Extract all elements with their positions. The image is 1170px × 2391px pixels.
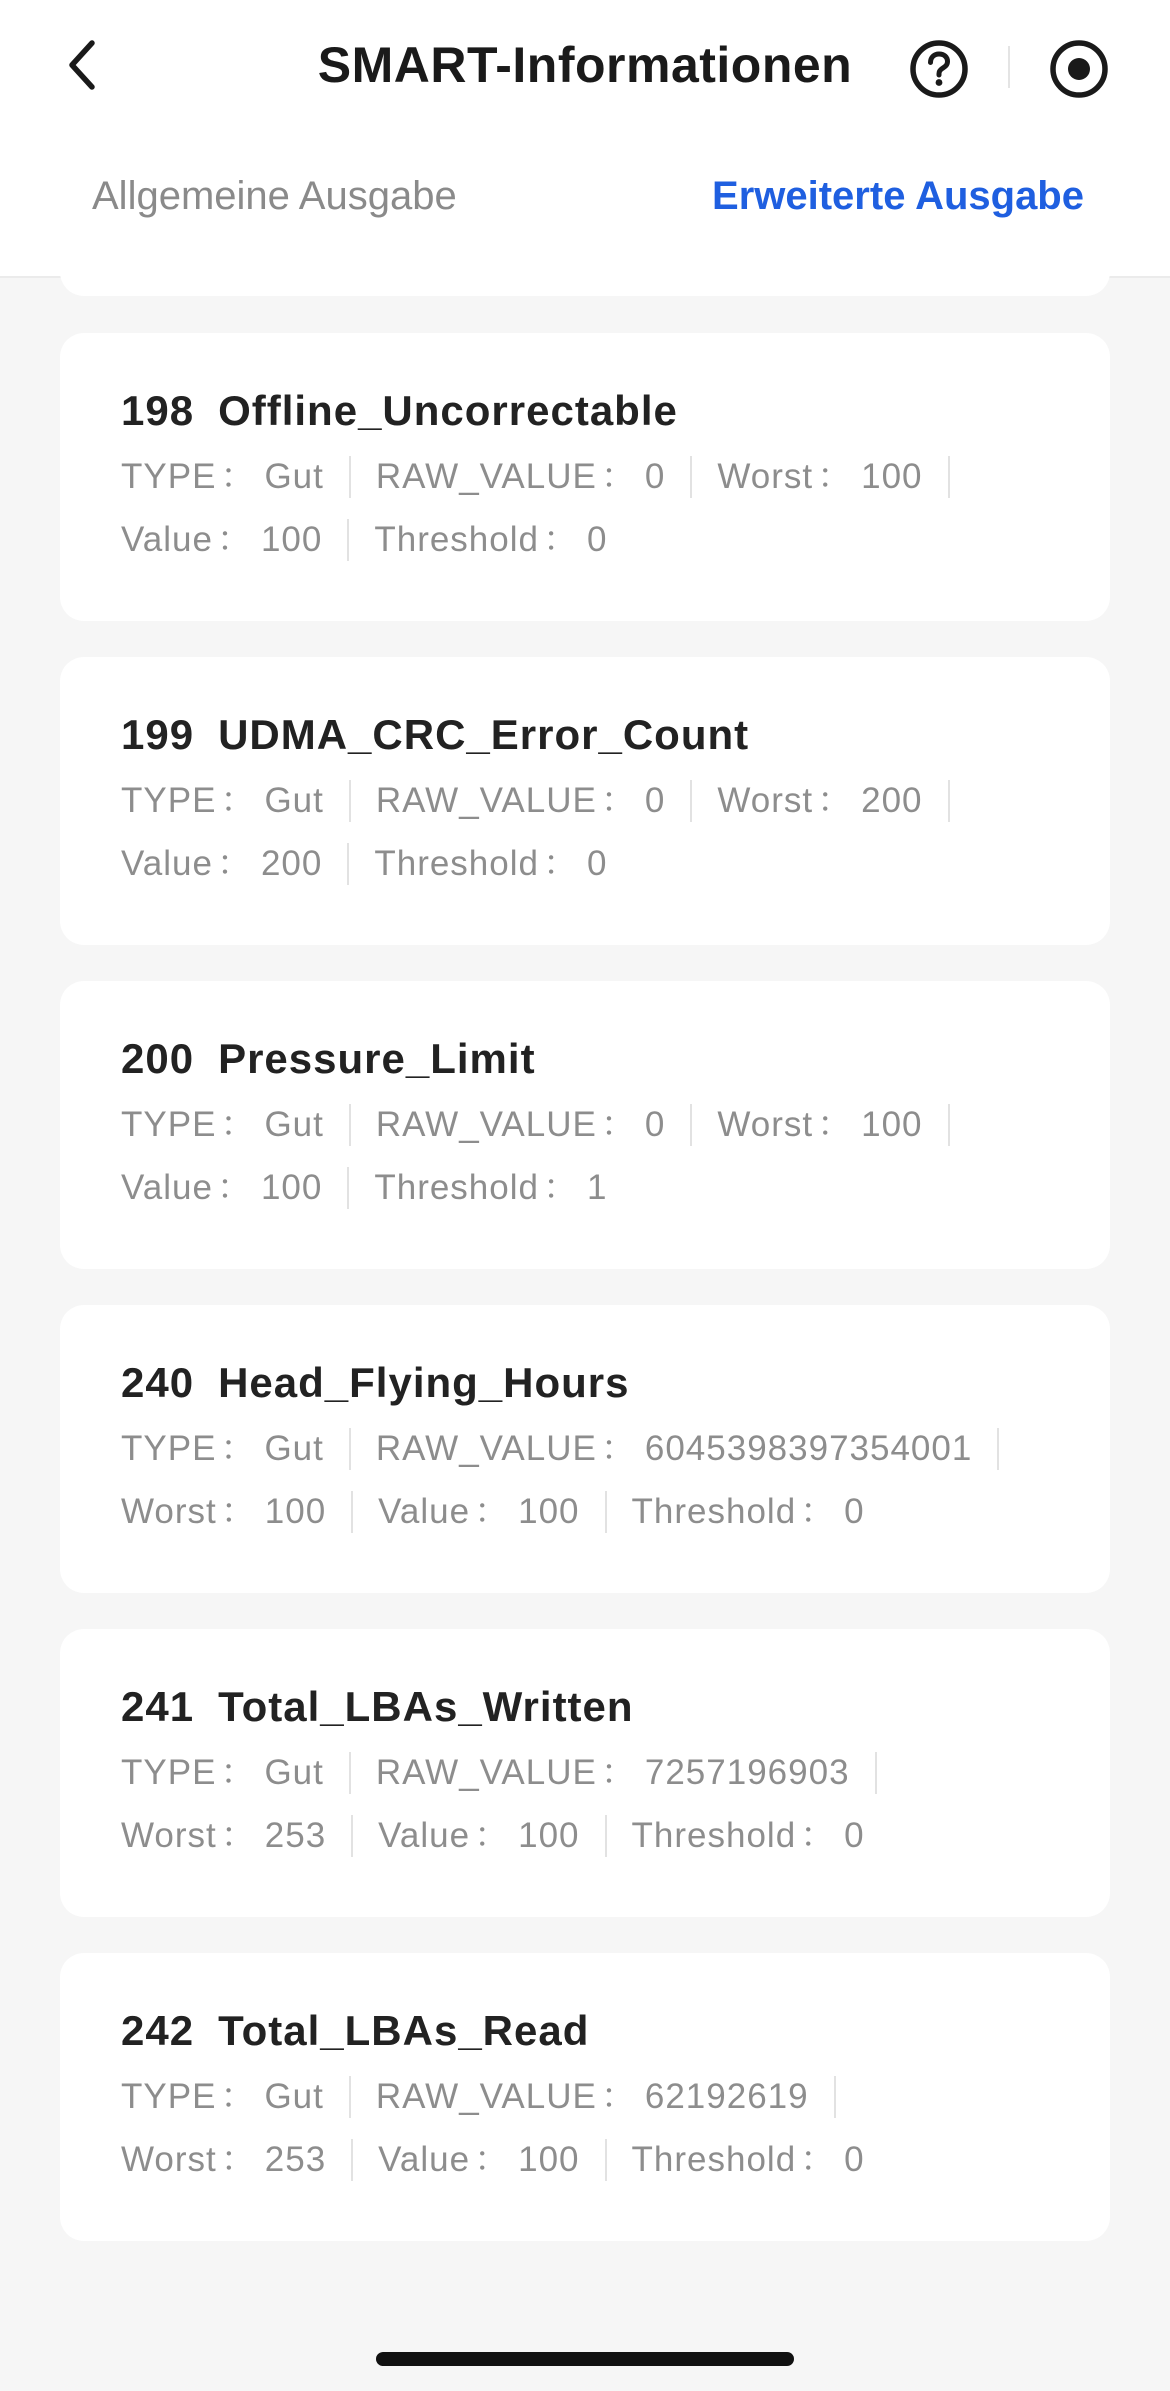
attribute-title	[121, 1679, 1110, 1735]
record-button[interactable]	[1046, 36, 1112, 102]
page-title: SMART-Informationen	[317, 37, 853, 93]
field-worst: Worst ： 200	[692, 780, 949, 822]
top-bar	[0, 0, 1170, 278]
field-value: Value ： 100	[121, 519, 349, 561]
smart-attribute-card	[60, 657, 1110, 945]
attribute-name: Head_Flying_Hours	[218, 1359, 630, 1406]
field-raw-value: RAW_VALUE ： 7257196903	[351, 1752, 877, 1794]
header-divider	[1008, 46, 1010, 88]
field-value: Value ： 100	[353, 1815, 606, 1857]
field-value: Value ： 200	[121, 843, 349, 885]
field-type: TYPE ： Gut	[121, 1104, 351, 1146]
smart-attribute-card	[60, 1629, 1110, 1917]
field-type: TYPE ： Gut	[121, 456, 351, 498]
attribute-title	[121, 383, 1110, 439]
tab-general-output[interactable]: Allgemeine Ausgabe	[92, 174, 457, 218]
smart-attribute-card	[60, 1305, 1110, 1593]
attribute-name: Total_LBAs_Written	[218, 1683, 634, 1730]
field-worst: Worst ： 100	[692, 1104, 949, 1146]
field-value: Value ： 100	[353, 2139, 606, 2181]
field-worst: Worst ： 100	[692, 456, 949, 498]
previous-card-partial	[60, 260, 1110, 296]
field-threshold: Threshold ： 0	[631, 2139, 865, 2179]
smart-attribute-card	[60, 981, 1110, 1269]
field-raw-value: RAW_VALUE ： 0	[351, 456, 692, 498]
attribute-title	[121, 1031, 1110, 1087]
field-threshold: Threshold ： 0	[374, 519, 608, 559]
field-worst: Worst ： 100	[121, 1491, 353, 1533]
field-raw-value: RAW_VALUE ： 62192619	[351, 2076, 836, 2118]
help-button[interactable]	[906, 36, 972, 102]
attribute-name: Total_LBAs_Read	[218, 2007, 590, 2054]
record-circle-icon	[1046, 36, 1112, 102]
field-type: TYPE ： Gut	[121, 780, 351, 822]
attribute-id: 240	[121, 1359, 195, 1406]
attribute-id: 200	[121, 1035, 195, 1082]
question-circle-icon	[906, 36, 972, 102]
attribute-name: Pressure_Limit	[218, 1035, 536, 1082]
field-worst: Worst ： 253	[121, 1815, 353, 1857]
smart-attribute-card	[60, 1953, 1110, 2241]
field-raw-value: RAW_VALUE ： 6045398397354001	[351, 1428, 999, 1470]
field-threshold: Threshold ： 0	[631, 1491, 865, 1531]
field-raw-value: RAW_VALUE ： 0	[351, 1104, 692, 1146]
attribute-id: 241	[121, 1683, 195, 1730]
field-worst: Worst ： 253	[121, 2139, 353, 2181]
field-threshold: Threshold ： 0	[374, 843, 608, 883]
attribute-title	[121, 707, 1110, 763]
home-indicator[interactable]	[376, 2352, 794, 2366]
attribute-name: UDMA_CRC_Error_Count	[218, 711, 750, 758]
attribute-id: 198	[121, 387, 195, 434]
attribute-name: Offline_Uncorrectable	[218, 387, 678, 434]
attribute-id: 242	[121, 2007, 195, 2054]
field-type: TYPE ： Gut	[121, 2076, 351, 2118]
attribute-title	[121, 2003, 1110, 2059]
field-value: Value ： 100	[353, 1491, 606, 1533]
field-value: Value ： 100	[121, 1167, 349, 1209]
field-type: TYPE ： Gut	[121, 1428, 351, 1470]
field-raw-value: RAW_VALUE ： 0	[351, 780, 692, 822]
smart-attribute-card	[60, 333, 1110, 621]
field-threshold: Threshold ： 0	[631, 1815, 865, 1855]
field-type: TYPE ： Gut	[121, 1752, 351, 1794]
field-threshold: Threshold ： 1	[374, 1167, 608, 1207]
attribute-id: 199	[121, 711, 195, 758]
tab-advanced-output[interactable]: Erweiterte Ausgabe	[712, 174, 1084, 218]
attribute-title	[121, 1355, 1110, 1411]
